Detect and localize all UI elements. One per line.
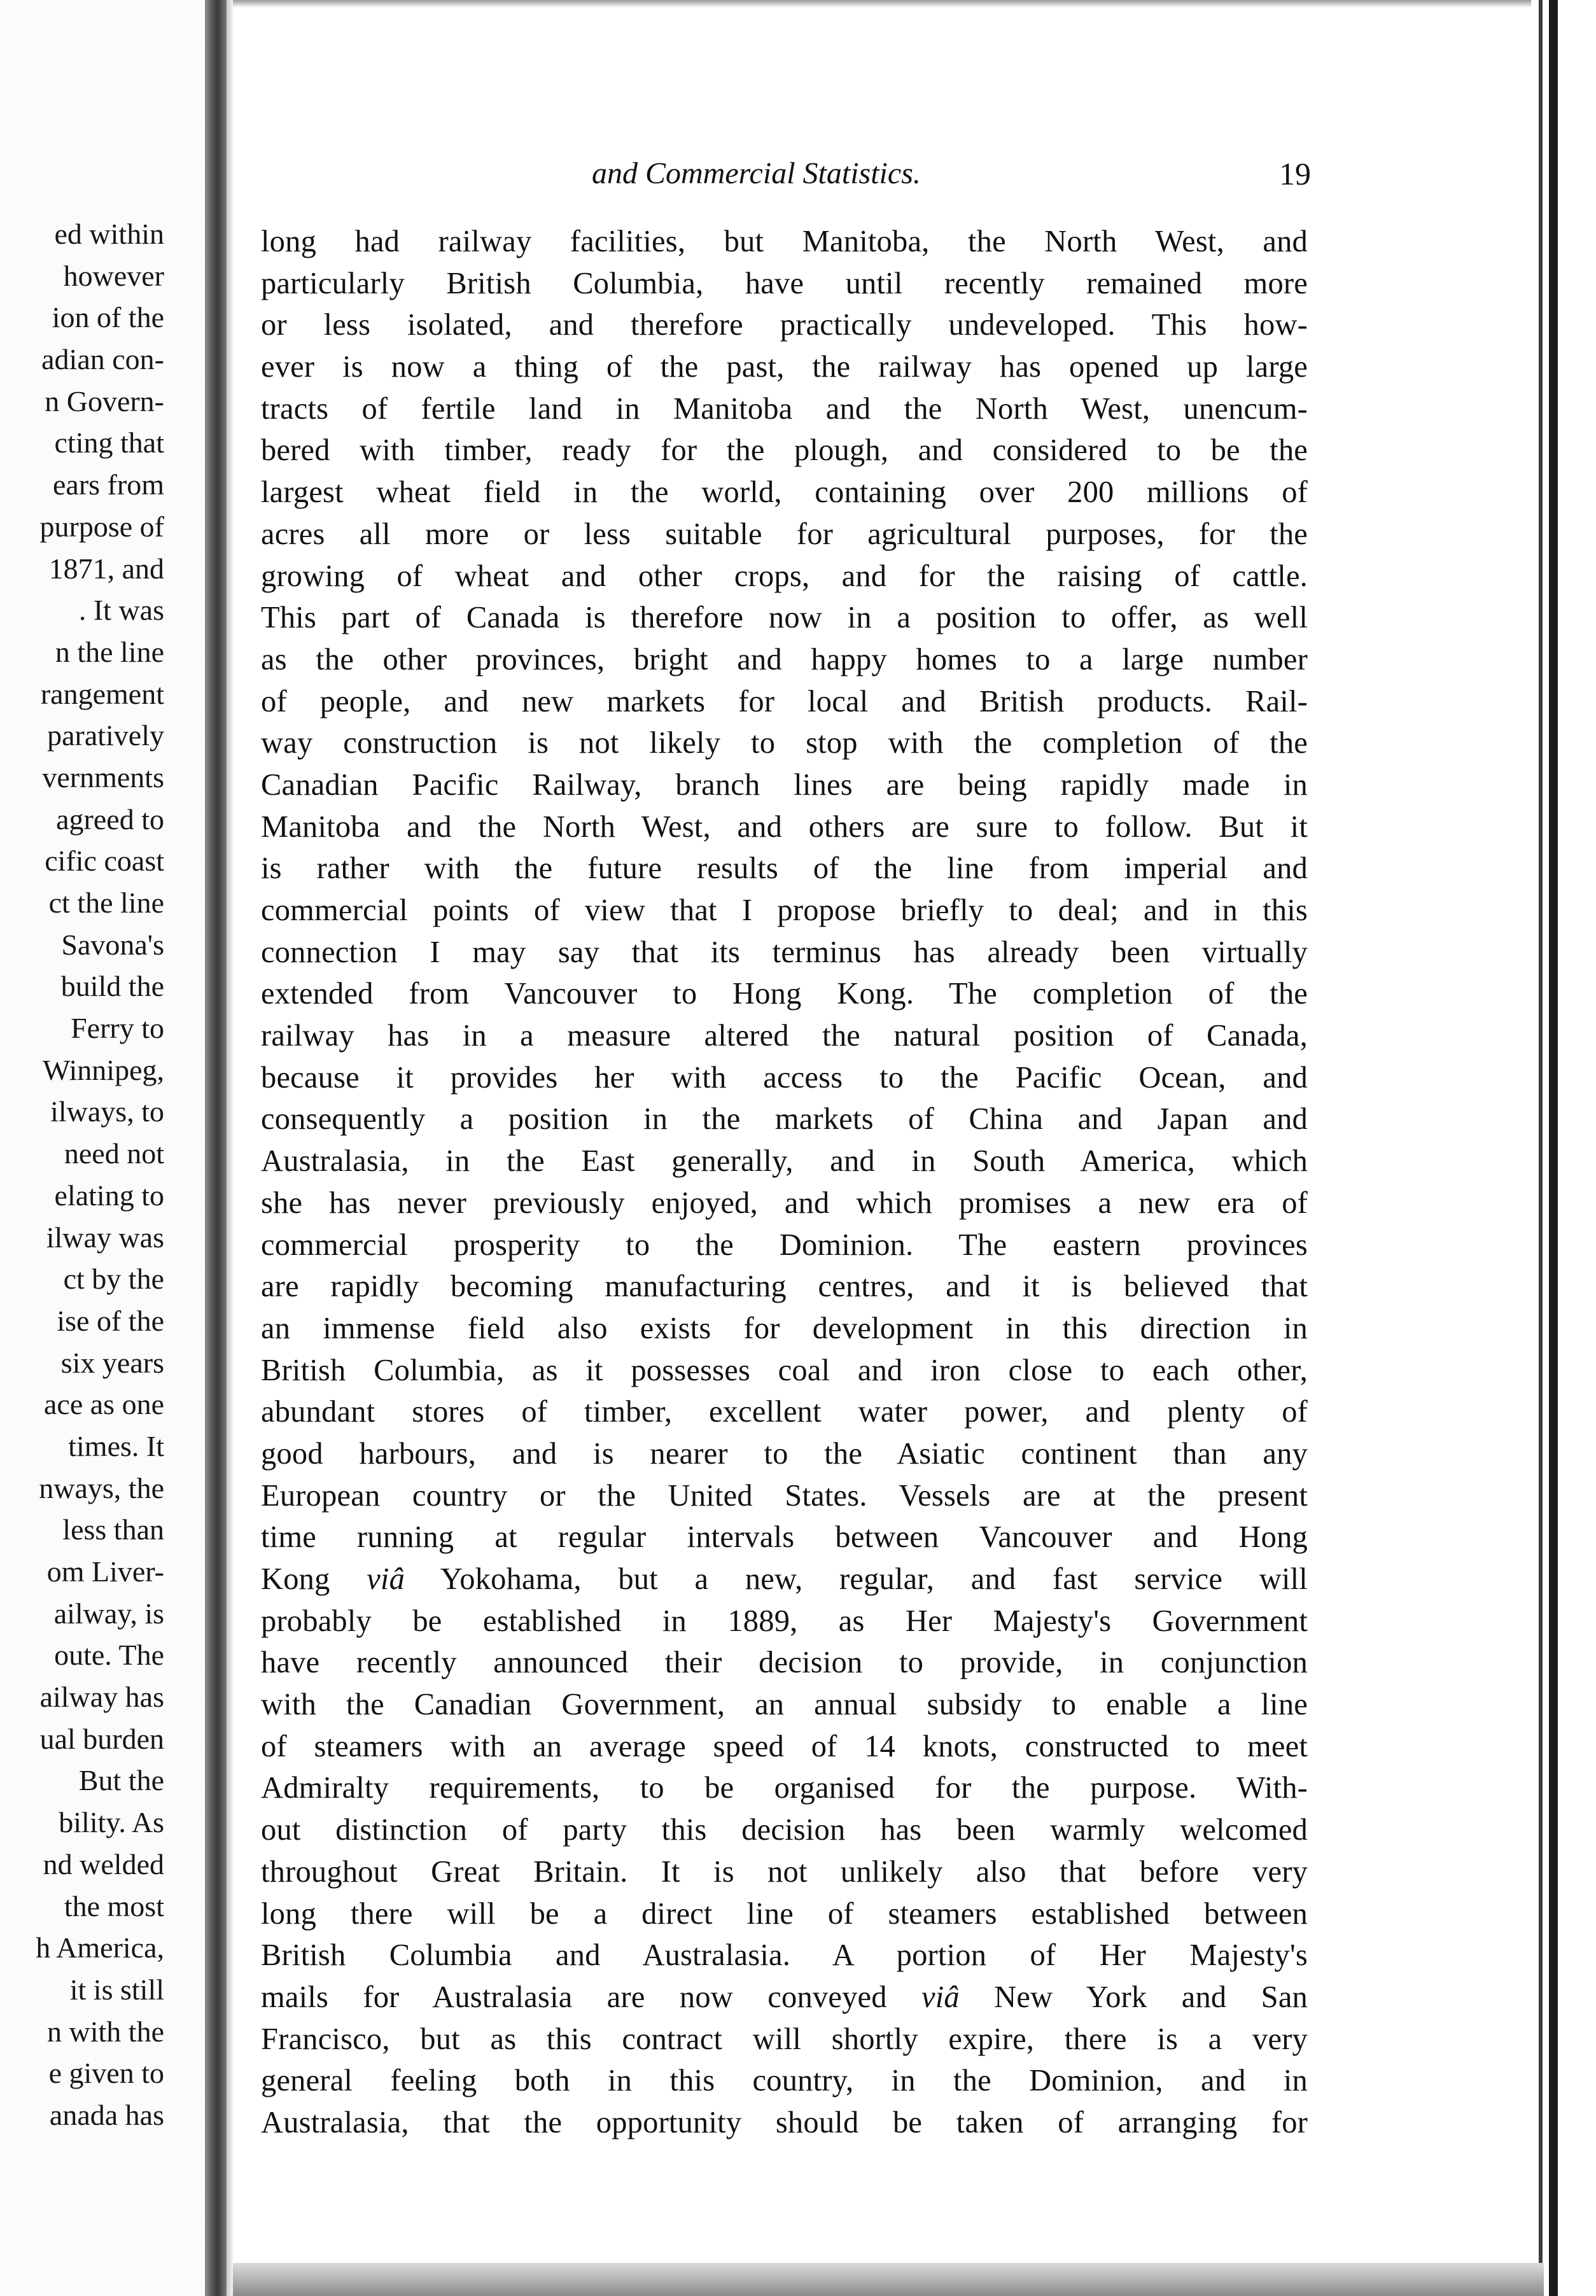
facing-page-line: less than [62, 1513, 164, 1546]
gutter-shadow [227, 0, 233, 2296]
text-line: mails for Australasia are now conveyed viâ New York and San [261, 1980, 1308, 2014]
page-top-edge [233, 0, 1544, 8]
text-line: tracts of fertile land in Manitoba and the North West, unencum- [261, 391, 1308, 426]
book-gutter [205, 0, 227, 2296]
facing-page-line: ion of the [52, 301, 164, 334]
text-line: commercial points of view that I propose briefly to deal; and in this [261, 893, 1308, 927]
facing-page-line: times. It [68, 1429, 164, 1462]
facing-page-line: cting that [54, 426, 164, 459]
facing-page-line: ise of the [57, 1304, 164, 1337]
facing-page-line: ct the line [48, 886, 164, 919]
text-line: of steamers with an average speed of 14 knots, constructed to meet [261, 1729, 1308, 1763]
text-line: commercial prosperity to the Dominion. The eastern provinces [261, 1228, 1308, 1262]
facing-page-line: vernments [42, 760, 164, 794]
facing-page-line: six years [60, 1346, 164, 1379]
text-line: abundant stores of timber, excellent water power, and plenty of [261, 1395, 1308, 1429]
facing-page-line: nd welded [43, 1847, 164, 1880]
facing-page-line: n Govern- [45, 384, 164, 417]
text-line: largest wheat field in the world, containing over 200 millions of [261, 475, 1308, 510]
text-line: with the Canadian Government, an annual subsidy to enable a line [261, 1688, 1308, 1722]
facing-page-line: agreed to [56, 802, 164, 836]
facing-page-line: paratively [47, 719, 164, 752]
facing-page-line: Savona's [61, 928, 164, 961]
facing-page-line: ailway, is [53, 1597, 164, 1630]
text-line: acres all more or less suitable for agricultural purposes, for the [261, 517, 1308, 551]
facing-page-line: cific coast [45, 844, 164, 878]
facing-page-line: it is still [69, 1973, 164, 2006]
text-line: bered with timber, ready for the plough, and considered to be the [261, 433, 1308, 468]
facing-page-line: adian con- [41, 343, 164, 376]
facing-page-line: ilway was [46, 1221, 164, 1254]
text-line: Kong viâ Yokohama, but a new, regular, and fast service will [261, 1562, 1308, 1596]
facing-page-line: ailway has [39, 1681, 164, 1714]
facing-page-line: anada has [49, 2098, 164, 2131]
text-line: connection I may say that its terminus has already been virtually [261, 935, 1308, 969]
text-line: Manitoba and the North West, and others are sure to follow. But it [261, 809, 1308, 844]
text-line: probably be established in 1889, as Her Majesty's Government [261, 1604, 1308, 1638]
page-bottom-edge [233, 2263, 1544, 2296]
facing-page-text [0, 213, 164, 2136]
text-line: long there will be a direct line of steamers established between [261, 1896, 1308, 1931]
facing-page-line: the most [64, 1889, 164, 1922]
text-line: of people, and new markets for local and British products. Rail- [261, 684, 1308, 718]
facing-page-line: om Liver- [46, 1555, 164, 1588]
text-line: have recently announced their decision to provide, in conjunction [261, 1646, 1308, 1680]
text-line: long had railway facilities, but Manitoba, the North West, and [261, 225, 1308, 258]
facing-page-line: nways, the [39, 1471, 164, 1504]
facing-page-line: need not [64, 1137, 164, 1170]
text-line: or less isolated, and therefore practically undeveloped. This how- [261, 308, 1308, 342]
text-line: Admiralty requirements, to be organised for the purpose. With- [261, 1771, 1308, 1805]
text-line: out distinction of party this decision has been warmly welcomed [261, 1813, 1308, 1847]
facing-page-line: ual burden [39, 1722, 164, 1755]
text-line: growing of wheat and other crops, and for the raising of cattle. [261, 559, 1308, 593]
italic-word: viâ [921, 1980, 960, 2014]
text-line: This part of Canada is therefore now in a position to offer, as well [261, 601, 1308, 635]
text-line: good harbours, and is nearer to the Asiatic continent than any [261, 1436, 1308, 1471]
text-line: Canadian Pacific Railway, branch lines are being rapidly made in [261, 767, 1308, 802]
text-line: railway has in a measure altered the natural position of Canada, [261, 1019, 1308, 1053]
facing-page-line: purpose of [39, 510, 164, 543]
scan-border-line [1549, 0, 1558, 2296]
facing-page-line: bility. As [59, 1806, 164, 1839]
facing-page-line: ears from [53, 468, 164, 501]
facing-page-line: But the [78, 1764, 164, 1797]
text-line: Australasia, in the East generally, and in South America, which [261, 1144, 1308, 1179]
facing-page-line: however [63, 259, 164, 292]
facing-page-line: rangement [40, 677, 164, 710]
facing-page-line: n the line [55, 635, 164, 668]
page-number: 19 [1279, 156, 1311, 192]
facing-page-line: ace as one [44, 1388, 164, 1421]
text-line: ever is now a thing of the past, the railway has opened up large [261, 350, 1308, 384]
text-line: she has never previously enjoyed, and which promises a new era of [261, 1186, 1308, 1220]
facing-page-line: oute. The [54, 1639, 164, 1672]
text-line: throughout Great Britain. It is not unlikely also that before very [261, 1854, 1308, 1889]
facing-page-line: h America, [36, 1931, 164, 1964]
facing-page-line: ilways, to [50, 1095, 164, 1128]
text-line: consequently a position in the markets of China and Japan and [261, 1102, 1308, 1137]
text-line: are rapidly becoming manufacturing centres, and it is believed that [261, 1270, 1308, 1304]
text-line: British Columbia, as it possesses coal and iron close to each other, [261, 1353, 1308, 1387]
facing-page-line: ed within [54, 218, 164, 250]
facing-page-line: . It was [78, 594, 164, 627]
facing-page-line: elating to [54, 1179, 164, 1212]
running-head: and Commercial Statistics. [592, 157, 921, 190]
italic-word: viâ [367, 1562, 405, 1596]
text-line: Francisco, but as this contract will shortly expire, there is a very [261, 2022, 1308, 2056]
text-line: extended from Vancouver to Hong Kong. The completion of the [261, 977, 1308, 1011]
text-line: Australasia, that the opportunity should be taken of arranging for [261, 2105, 1308, 2139]
page-header [255, 151, 1311, 196]
text-line: time running at regular intervals between Vancouver and Hong [261, 1520, 1308, 1555]
text-line: an immense field also exists for development in this direction in [261, 1311, 1308, 1345]
text-line: general feeling both in this country, in the Dominion, and in [261, 2064, 1308, 2098]
facing-page-line: e given to [48, 2057, 164, 2090]
text-line: British Columbia and Australasia. A portion of Her Majesty's [261, 1938, 1308, 1973]
facing-page-line: build the [60, 970, 164, 1003]
scan-border-line [1539, 0, 1543, 2296]
facing-page-line: ct by the [63, 1263, 164, 1296]
facing-page-line: 1871, and [48, 552, 164, 585]
facing-page-fragment [0, 0, 205, 2296]
text-line: because it provides her with access to the Pacific Ocean, and [261, 1060, 1308, 1095]
facing-page-line: Ferry to [71, 1012, 164, 1045]
body-text [261, 221, 1308, 2144]
facing-page-line: Winnipeg, [42, 1053, 164, 1086]
text-line: is rather with the future results of the line from imperial and [261, 851, 1308, 886]
text-line: particularly British Columbia, have until recently remained more [261, 266, 1308, 300]
text-line: European country or the United States. Vessels are at the present [261, 1478, 1308, 1513]
facing-page-line: n with the [47, 2015, 164, 2048]
text-line: as the other provinces, bright and happy homes to a large number [261, 642, 1308, 676]
text-line: way construction is not likely to stop with the completion of the [261, 726, 1308, 760]
